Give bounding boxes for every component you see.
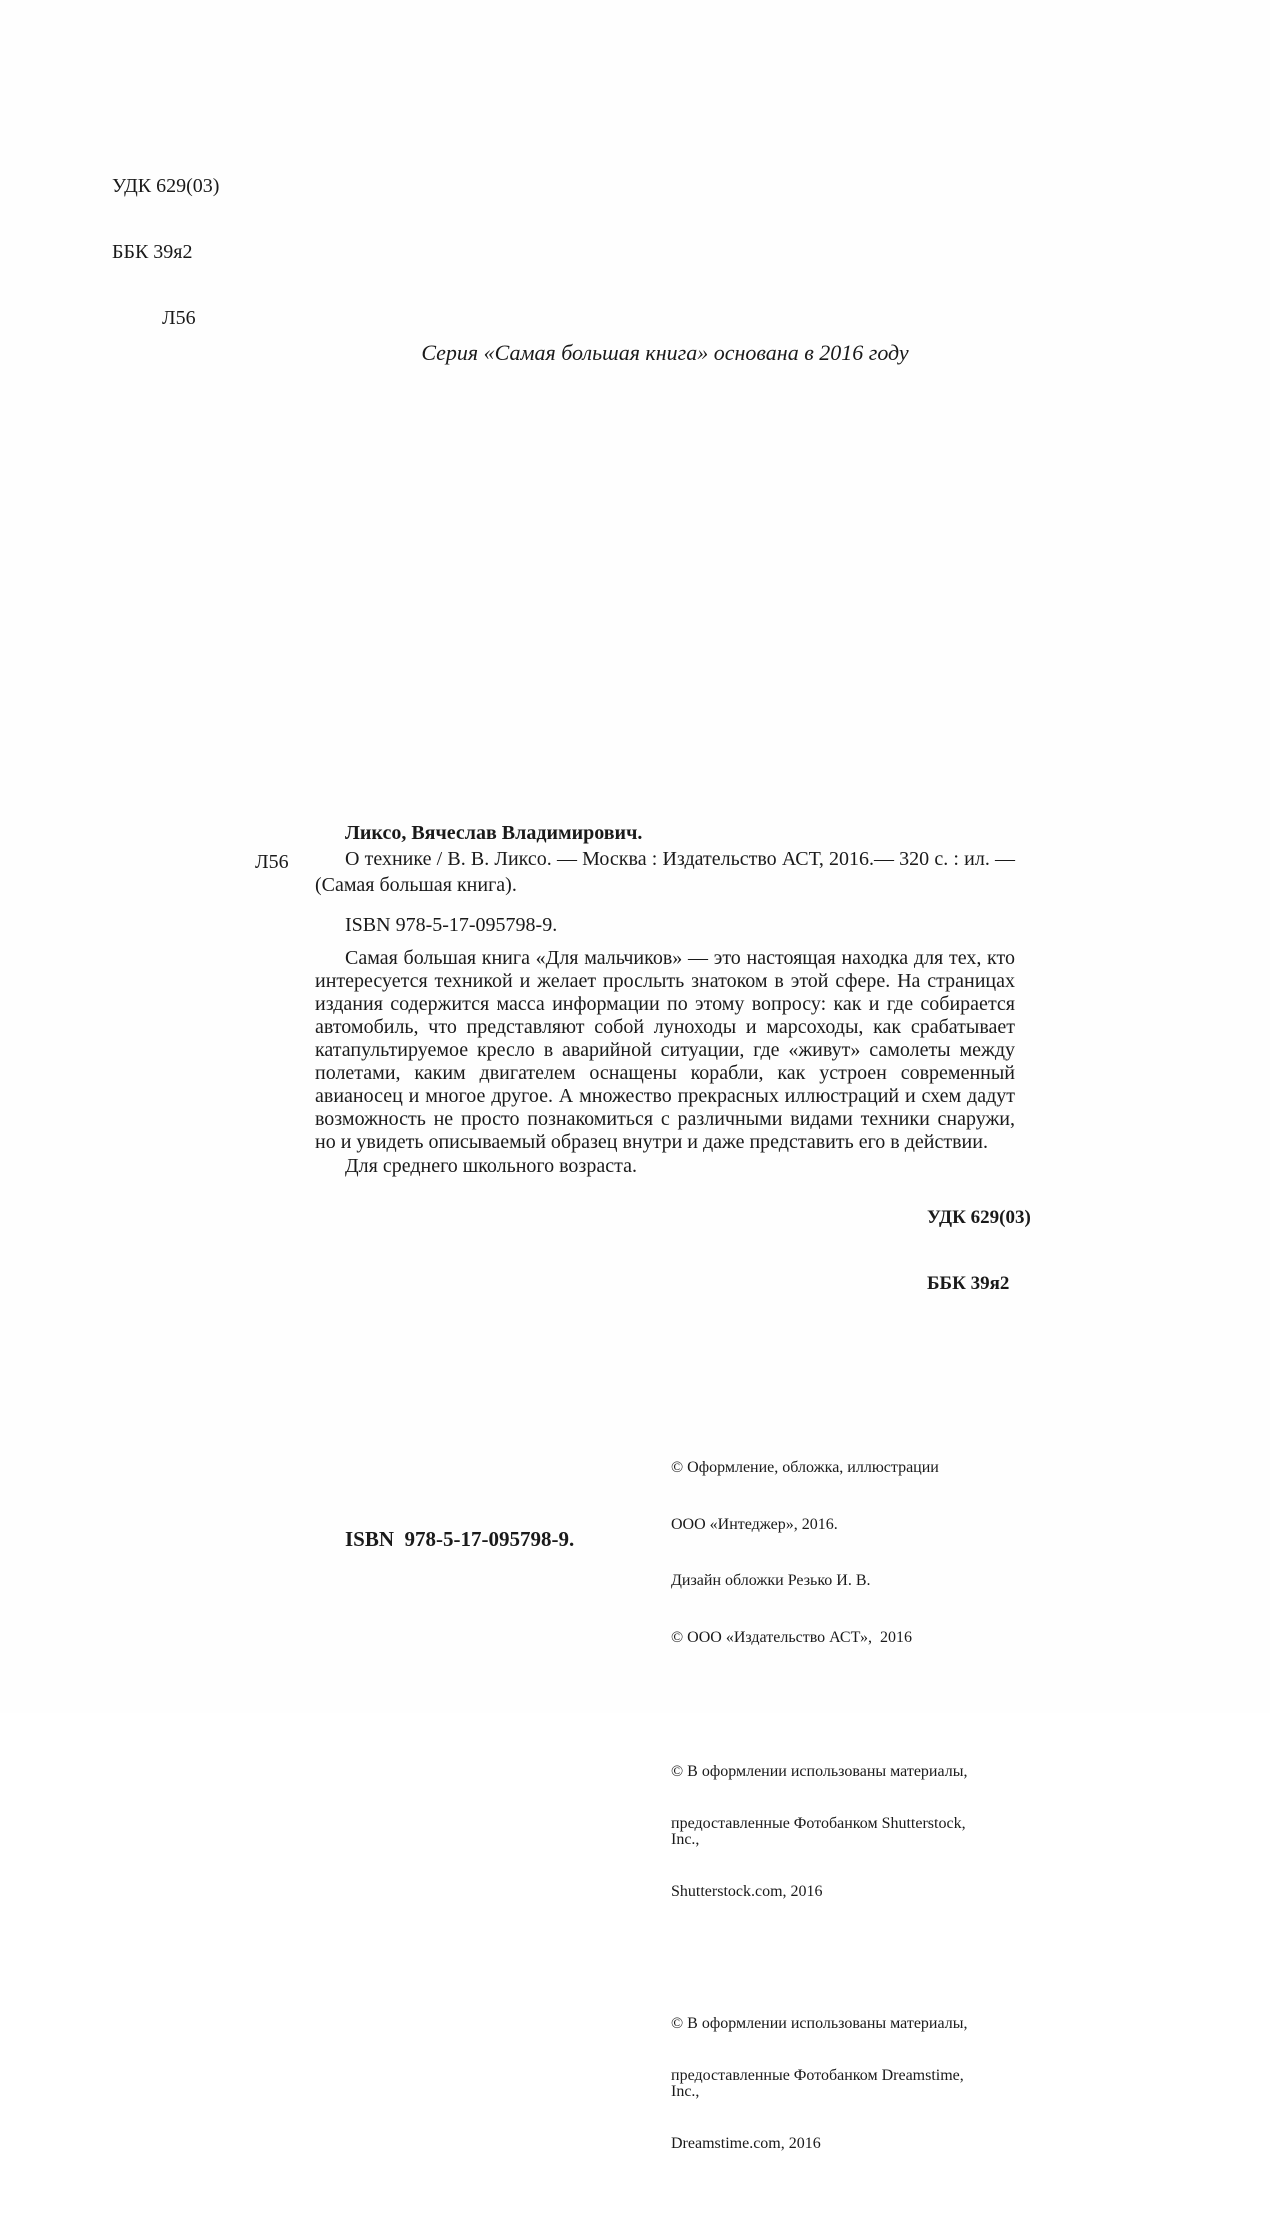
copyright-line: ООО «Интеджер», 2016. [671, 1515, 838, 1533]
isbn-line: ISBN 978-5-17-095798-9. [345, 914, 558, 936]
card-bbk-code: ББК 39я2 [927, 1273, 1010, 1294]
copyright-line: © В оформлении использованы материалы, [671, 2015, 968, 2032]
copyright-line: предоставленные Фотобанком Dreamstime, Inc., [671, 2067, 968, 2100]
copyright-line: Дизайн обложки Резько И. В. [671, 1572, 871, 1589]
audience-note: Для среднего школьного возраста. [345, 1155, 637, 1177]
card-author-sign: Л56 [255, 851, 289, 873]
author-sign: Л56 [162, 307, 196, 329]
isbn-bottom: ISBN 978-5-17-095798-9. [345, 1527, 575, 1551]
udk-code: УДК 629(03) [112, 175, 220, 197]
copyright-group-shutterstock [671, 1728, 981, 1936]
copyright-line: © Оформление, обложка, иллюстрации [671, 1459, 939, 1476]
copyright-line: © ООО «Издательство АСТ», 2016 [671, 1628, 912, 1646]
copyright-line: предоставленные Фотобанком Shutterstock, Inc., [671, 1815, 970, 1848]
card-udk-code: УДК 629(03) [927, 1207, 1031, 1228]
annotation: Самая большая книга «Для мальчиков» — это настоящая находка для тех, кто интересуется техникой и желает прослыть знатоком в этой сфере. На страницах издания содержится масса информации по этому вопросу: как и где собирается автомобиль, что представляют собой луноходы и марсоходы, как срабатывает катапультируемое кресло в аварийной ситуации, где «живут» самолеты между полетами, каким двигателем оснащены корабли, как устроен современный авианосец и многое другое. А множество прекрасных иллюстраций и схем дадут возможность не просто познакомиться с различными видами техники снаружи, но и увидеть описываемый образец внутри и даже представить его в действии. [315, 947, 1015, 1153]
classification-codes [112, 131, 219, 373]
bibliographic-description: О технике / В. В. Ликсо. — Москва : Издательство АСТ, 2016.— 320 с. : ил. — (Самая большая книга). [315, 848, 1015, 896]
bbk-code: ББК 39я2 [112, 241, 193, 263]
copyright-group-design [671, 1422, 981, 1684]
copyright-line: Shutterstock.com, 2016 [671, 1883, 823, 1900]
series-note: Серия «Самая большая книга» основана в 2016 году [421, 340, 909, 365]
copyright-block [671, 1386, 981, 2224]
copyright-line: Dreamstime.com, 2016 [671, 2135, 821, 2152]
copyright-line: © В оформлении использованы материалы, [671, 1763, 968, 1780]
classification-codes-right [927, 1163, 1031, 1339]
catalog-card [255, 820, 1015, 1178]
author-heading: Ликсо, Вячеслав Владимирович. [345, 822, 643, 844]
copyright-group-dreamstime [671, 1980, 981, 2188]
